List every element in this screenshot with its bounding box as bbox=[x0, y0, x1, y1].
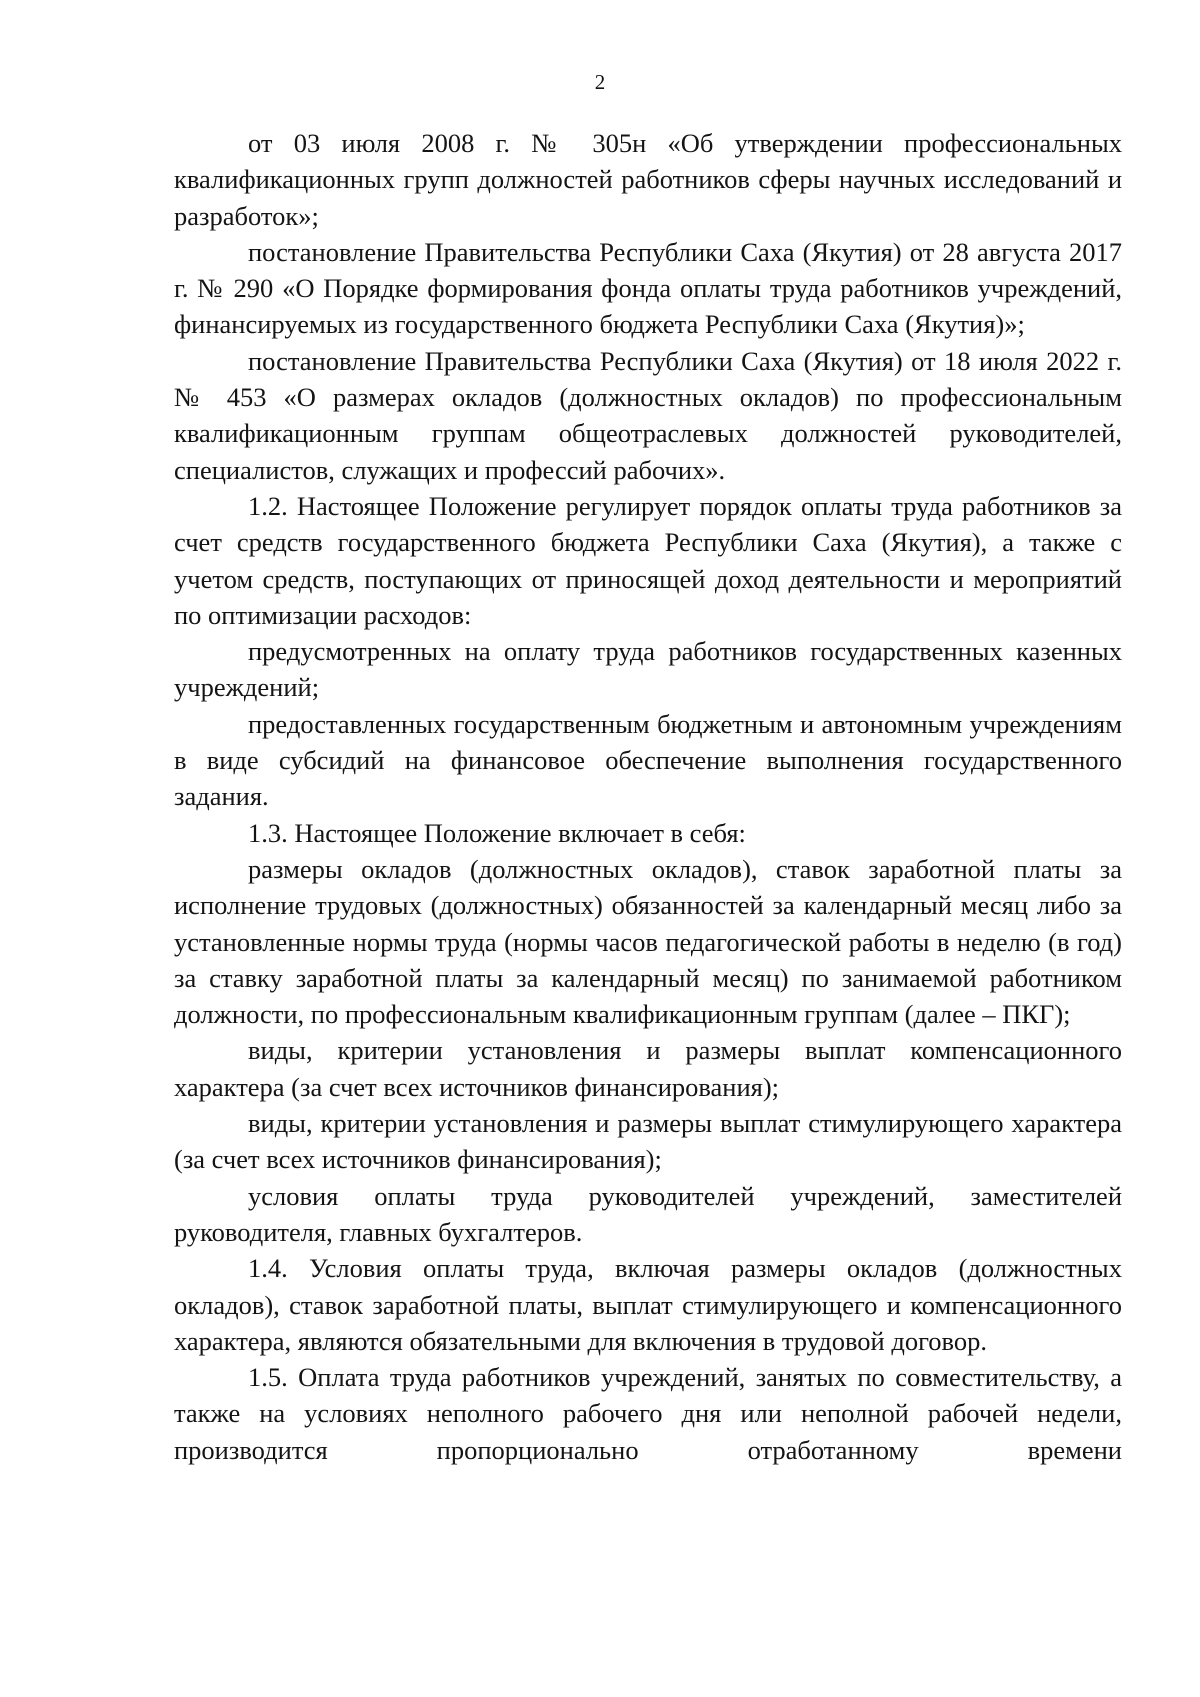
page-number: 2 bbox=[594, 70, 606, 94]
document-body bbox=[174, 125, 1122, 1468]
paragraph-list-item-subsidii: предоставленных государственным бюджетным и автономным учреждениям в виде субсидий на финансовое обеспечение выполнения государственного задания. bbox=[174, 708, 1122, 812]
paragraph-list-item-kompensacionnye: виды, критерии установления и размеры выплат компенсационного характера (за счет всех источников финансирования); bbox=[174, 1035, 1122, 1102]
paragraph-list-item-kazennye: предусмотренных на оплату труда работников государственных казенных учреждений; bbox=[174, 636, 1122, 703]
paragraph-resolution-453: постановление Правительства Республики Саха (Якутия) от 18 июля 2022 г. № 453 «О размерах окладов (должностных окладов) по профессиональным квалификационным группам общеотраслевых должностей руководителей, специалистов, служащих и профессий рабочих». bbox=[174, 345, 1122, 485]
paragraph-clause-1-3: 1.3. Настоящее Положение включает в себя: bbox=[248, 817, 746, 848]
paragraph-clause-1-4: 1.4. Условия оплаты труда, включая размеры окладов (должностных окладов), ставок заработной платы, выплат стимулирующего и компенсационного характера, являются обязательными для включения в трудовой договор. bbox=[174, 1253, 1122, 1356]
paragraph-list-item-oklady: размеры окладов (должностных окладов), ставок заработной платы за исполнение трудовых (должностных) обязанностей за календарный месяц либо за установленные нормы труда (нормы часов педагогической работы в неделю (в год) за ставку заработной платы за календарный месяц) по занимаемой работником должности, по профессиональным квалификационным группам (далее – ПКГ); bbox=[174, 853, 1122, 1030]
paragraph-clause-1-2: 1.2. Настоящее Положение регулирует порядок оплаты труда работников за счет средств государственного бюджета Республики Саха (Якутия), а также с учетом средств, поступающих от приносящей доход деятельности и мероприятий по оптимизации расходов: bbox=[174, 490, 1122, 630]
paragraph-list-item-rukovoditeli: условия оплаты труда руководителей учреждений, заместителей руководителя, главных бухгалтеров. bbox=[174, 1180, 1122, 1247]
paragraph-list-item-stimuliruyushchie: виды, критерии установления и размеры выплат стимулирующего характера (за счет всех источников финансирования); bbox=[174, 1108, 1122, 1175]
paragraph-resolution-290: постановление Правительства Республики Саха (Якутия) от 28 августа 2017 г. № 290 «О Порядке формирования фонда оплаты труда работников учреждений, финансируемых из государственного бюджета Республики Саха (Якутия)»; bbox=[174, 236, 1122, 340]
paragraph-order-305n: от 03 июля 2008 г. № 305н «Об утверждении профессиональных квалификационных групп должностей работников сферы научных исследований и разработок»; bbox=[174, 128, 1122, 231]
paragraph-clause-1-5: 1.5. Оплата труда работников учреждений, занятых по совместительству, а также на условиях неполного рабочего дня или неполной рабочей недели, производится пропорционально отработанному времени bbox=[174, 1362, 1122, 1465]
